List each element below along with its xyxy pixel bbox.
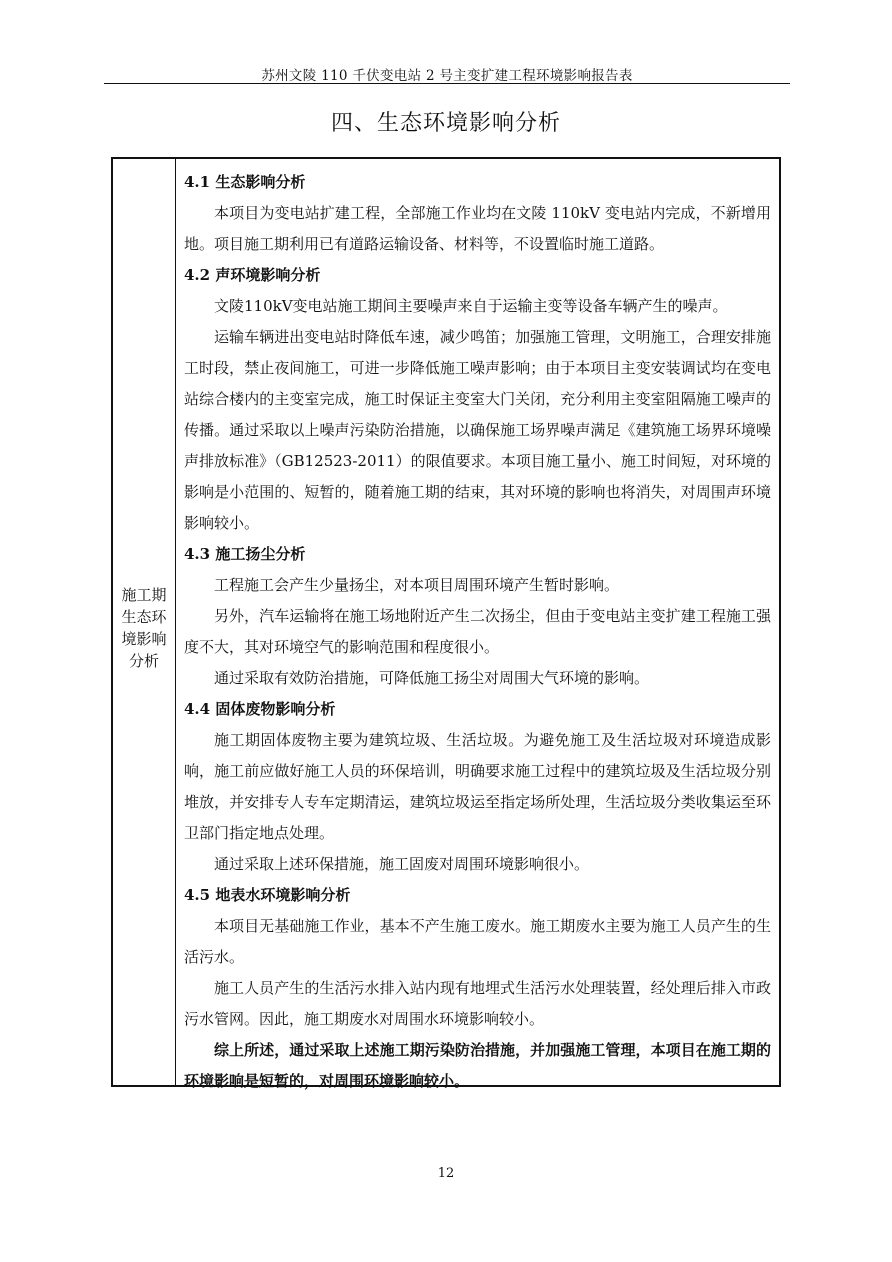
left-label [113, 584, 175, 672]
section-heading: 4.2 声环境影响分析 [184, 266, 321, 284]
paragraph: 文陵110kV变电站施工期间主要噪声来自于运输主变等设备车辆产生的噪声。 [214, 297, 728, 315]
content-cell [184, 167, 771, 1097]
paragraph: 运输车辆进出变电站时降低车速，减少鸣笛；加强施工管理，文明施工，合理安排施工时段，禁止夜间施工，可进一步降低施工噪声影响；由于本项目主变安装调试均在变电站综合楼内的主变室完成，施工时保证主变室大门关闭，充分利用主变室阻隔施工噪声的传播。通过采取以上噪声污染防治措施，以确保施工场界噪声满足《建筑施工场界环境噪声排放标准》（GB12523-2011）的限值要求。本项目施工量小、施工时间短，对环境的影响是小范围的、短暂的，随着施工期的结束，其对环境的影响也将消失，对周围声环境影响较小。 [184, 328, 771, 532]
summary-paragraph: 综上所述，通过采取上述施工期污染防治措施，并加强施工管理，本项目在施工期的环境影响是短暂的，对周围环境影响较小。 [184, 1041, 771, 1090]
section-heading: 4.4 固体废物影响分析 [184, 700, 336, 718]
header-rule [104, 83, 790, 84]
analysis-table [111, 157, 781, 1090]
page-number: 12 [437, 1166, 455, 1181]
section-heading: 4.5 地表水环境影响分析 [184, 886, 351, 904]
left-label-line: 分析 [128, 652, 159, 670]
paragraph: 施工期固体废物主要为建筑垃圾、生活垃圾。为避免施工及生活垃圾对环境造成影响，施工前应做好施工人员的环保培训，明确要求施工过程中的建筑垃圾及生活垃圾分别堆放，并安排专人专车定期清运，建筑垃圾运至指定场所处理，生活垃圾分类收集运至环卫部门指定地点处理。 [184, 731, 771, 842]
paragraph: 通过采取上述环保措施，施工固废对周围环境影响很小。 [214, 855, 590, 873]
paragraph: 本项目无基础施工作业，基本不产生施工废水。施工期废水主要为施工人员产生的生活污水。 [184, 917, 771, 966]
paragraph: 另外，汽车运输将在施工场地附近产生二次扬尘，但由于变电站主变扩建工程施工强度不大，其对环境空气的影响范围和程度很小。 [184, 607, 771, 656]
left-label-line: 施工期 [121, 586, 167, 604]
section-heading: 4.3 施工扬尘分析 [184, 545, 306, 563]
left-label-line: 生态环 [121, 608, 167, 626]
section-title: 四、生态环境影响分析 [330, 111, 561, 136]
left-label-cell [113, 159, 176, 1085]
running-header: 苏州文陵 110 千伏变电站 2 号主变扩建工程环境影响报告表 [261, 68, 633, 84]
paragraph: 通过采取有效防治措施，可降低施工扬尘对周围大气环境的影响。 [214, 669, 650, 687]
left-label-line: 境影响 [121, 630, 167, 648]
paragraph: 本项目为变电站扩建工程，全部施工作业均在文陵 110kV 变电站内完成，不新增用地。项目施工期利用已有道路运输设备、材料等，不设置临时施工道路。 [184, 204, 771, 253]
paragraph: 施工人员产生的生活污水排入站内现有地埋式生活污水处理装置，经处理后排入市政污水管网。因此，施工期废水对周围水环境影响较小。 [184, 979, 771, 1028]
section-heading: 4.1 生态影响分析 [184, 173, 306, 191]
paragraph: 工程施工会产生少量扬尘，对本项目周围环境产生暂时影响。 [214, 576, 620, 594]
